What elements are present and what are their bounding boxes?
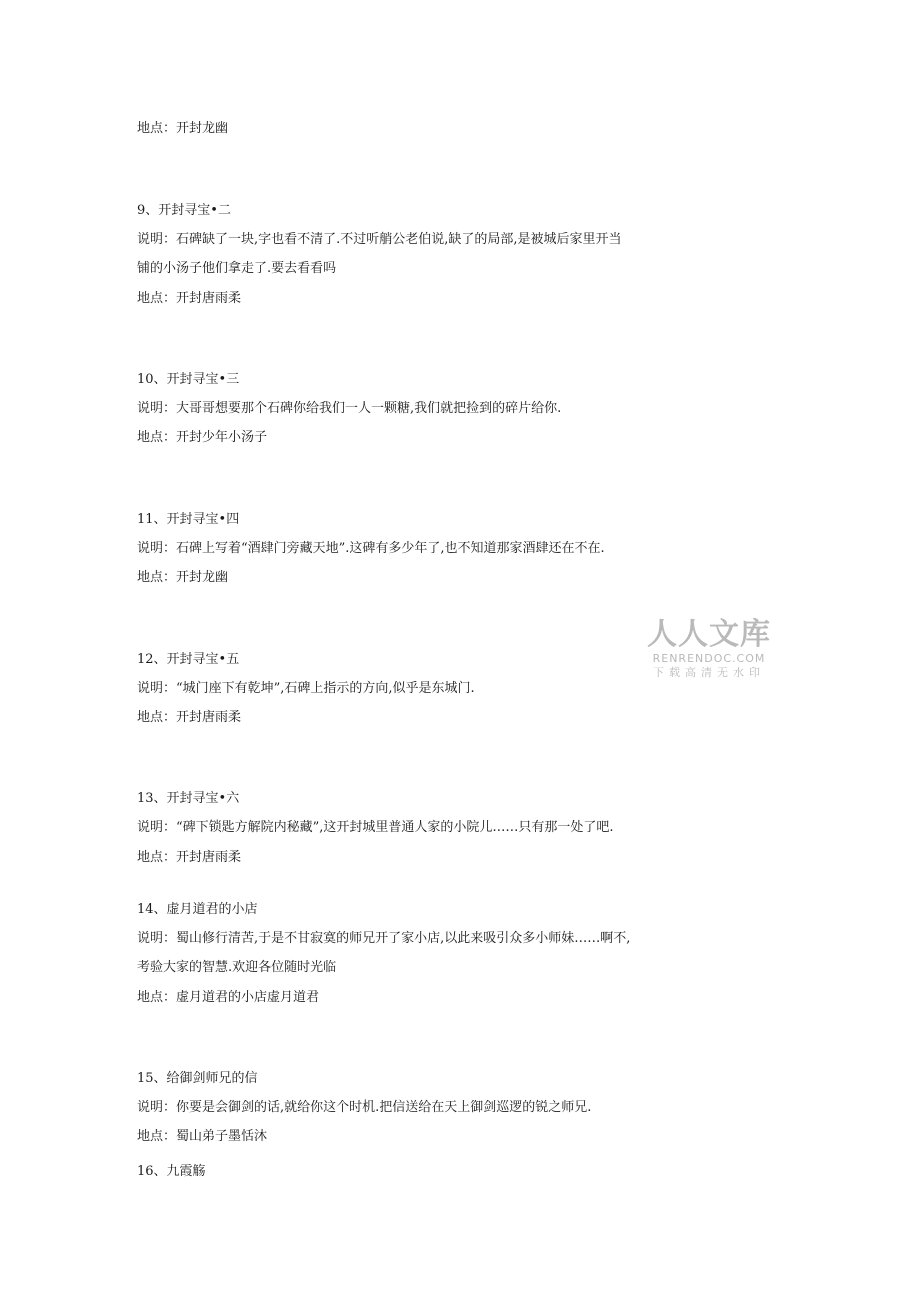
item-heading: 10、开封寻宝•三 bbox=[137, 372, 240, 387]
location-line: 地点：开封唐雨柔 bbox=[137, 291, 242, 306]
item-heading: 12、开封寻宝•五 bbox=[137, 652, 240, 667]
item-heading: 9、开封寻宝•二 bbox=[137, 203, 231, 218]
description-line: 说明：石碑缺了一块,字也看不清了.不过听艄公老伯说,缺了的局部,是被城后家里开当 bbox=[137, 232, 622, 247]
location-line: 地点：蜀山弟子墨恬沐 bbox=[137, 1129, 268, 1144]
item-heading: 16、九霞觞 bbox=[137, 1164, 206, 1179]
item-heading: 14、虚月道君的小店 bbox=[137, 902, 258, 917]
location-line: 地点：开封龙幽 bbox=[137, 121, 229, 136]
item-heading: 11、开封寻宝•四 bbox=[137, 512, 240, 527]
location-line: 地点：开封唐雨柔 bbox=[137, 850, 242, 865]
description-line: 考验大家的智慧.欢迎各位随时光临 bbox=[137, 960, 337, 975]
watermark-title: 人人文库 bbox=[647, 617, 771, 652]
location-line: 地点：开封少年小汤子 bbox=[137, 430, 268, 445]
description-line: 说明：蜀山修行清苦,于是不甘寂寞的师兄开了家小店,以此来吸引众多小师妹……啊不, bbox=[137, 931, 631, 946]
description-line: 铺的小汤子他们拿走了.要去看看吗 bbox=[137, 261, 337, 276]
location-line: 地点：开封龙幽 bbox=[137, 570, 229, 585]
item-heading: 13、开封寻宝•六 bbox=[137, 791, 240, 806]
item-heading: 15、给御剑师兄的信 bbox=[137, 1071, 258, 1086]
watermark bbox=[640, 618, 778, 680]
location-line: 地点：虚月道君的小店虚月道君 bbox=[137, 990, 320, 1005]
location-line: 地点：开封唐雨柔 bbox=[137, 710, 242, 725]
description-line: 说明：你要是会御剑的话,就给你这个时机.把信送给在天上御剑巡逻的锐之师兄. bbox=[137, 1100, 592, 1115]
description-line: 说明：大哥哥想要那个石碑你给我们一人一颗糖,我们就把捡到的碎片给你. bbox=[137, 401, 562, 416]
description-line: 说明：石碑上写着“酒肆门旁藏天地”.这碑有多少年了,也不知道那家酒肆还在不在. bbox=[137, 541, 605, 556]
description-line: 说明：“碑下锁匙方解院内秘藏”,这开封城里普通人家的小院儿……只有那一处了吧. bbox=[137, 820, 614, 835]
watermark-subtitle: 下载高清无水印 bbox=[653, 666, 765, 679]
watermark-url: RENRENDOC.COM bbox=[652, 652, 766, 665]
description-line: 说明：“城门座下有乾坤”,石碑上指示的方向,似乎是东城门. bbox=[137, 681, 475, 696]
